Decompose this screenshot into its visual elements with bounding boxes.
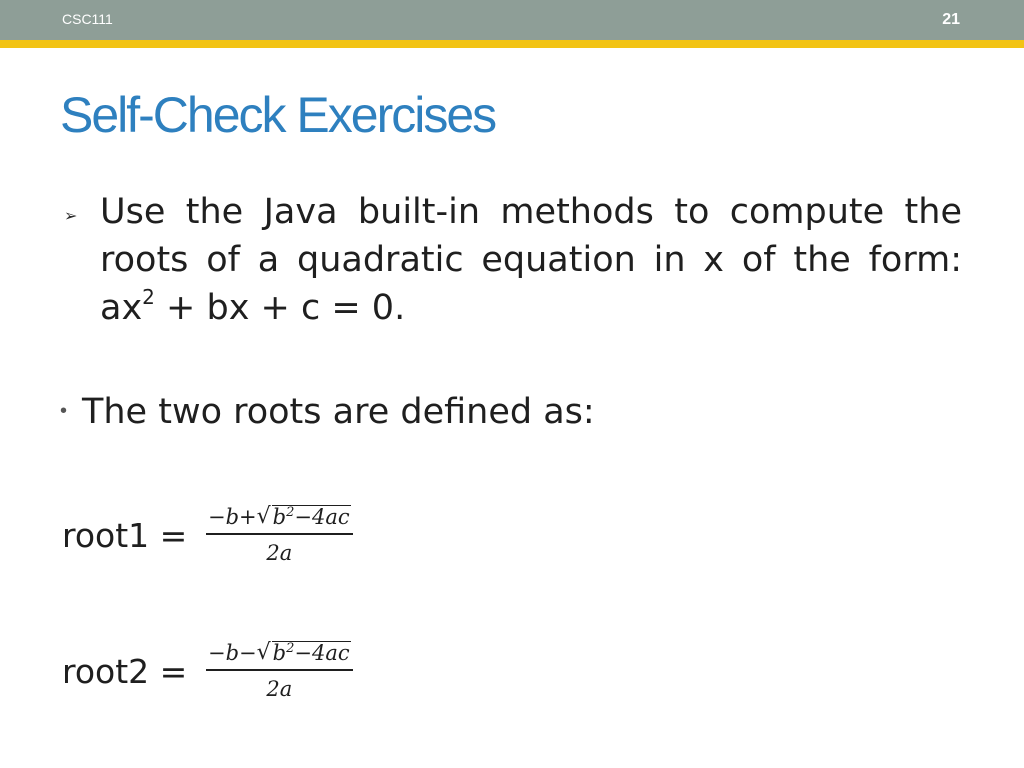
page-number: 21	[942, 11, 960, 28]
sqrt-icon: √	[256, 504, 271, 529]
root2-fraction	[206, 640, 353, 701]
course-label: CSC111	[62, 11, 113, 27]
slide-title: Self-Check Exercises	[60, 87, 496, 143]
root1-numerator: −𝑏+ √ 𝑏$^2$−4𝑎𝑐	[208, 504, 350, 529]
header-bar	[0, 0, 1024, 40]
root2-denominator: 2𝑎	[266, 677, 293, 701]
root1-radicand: 𝑏$^2$−4𝑎𝑐	[272, 505, 350, 529]
header-accent-stripe	[0, 40, 1024, 48]
exponent: 2	[142, 285, 155, 309]
dot-bullet-icon: •	[60, 400, 68, 422]
bullet-text-2: The two roots are defined as:	[82, 392, 595, 432]
arrow-bullet-icon: ➢	[64, 208, 78, 225]
root2-numerator: −𝑏− √ 𝑏$^2$−4𝑎𝑐	[208, 640, 350, 665]
sqrt-icon: √	[256, 640, 271, 665]
root2-radicand: 𝑏$^2$−4𝑎𝑐	[272, 641, 350, 665]
root2-label: root2 =	[62, 652, 188, 691]
root2-fraction-bar	[206, 669, 353, 671]
root1-fraction-bar	[206, 533, 353, 535]
root1-denominator: 2𝑎	[266, 541, 293, 565]
root1-label: root1 =	[62, 516, 188, 555]
root1-fraction	[206, 504, 353, 565]
bullet-text-1: Use the Java built-in methods to compute the roots of a quadratic equation in x of the form: $ax^2$ + bx + c = 0.	[100, 192, 962, 328]
